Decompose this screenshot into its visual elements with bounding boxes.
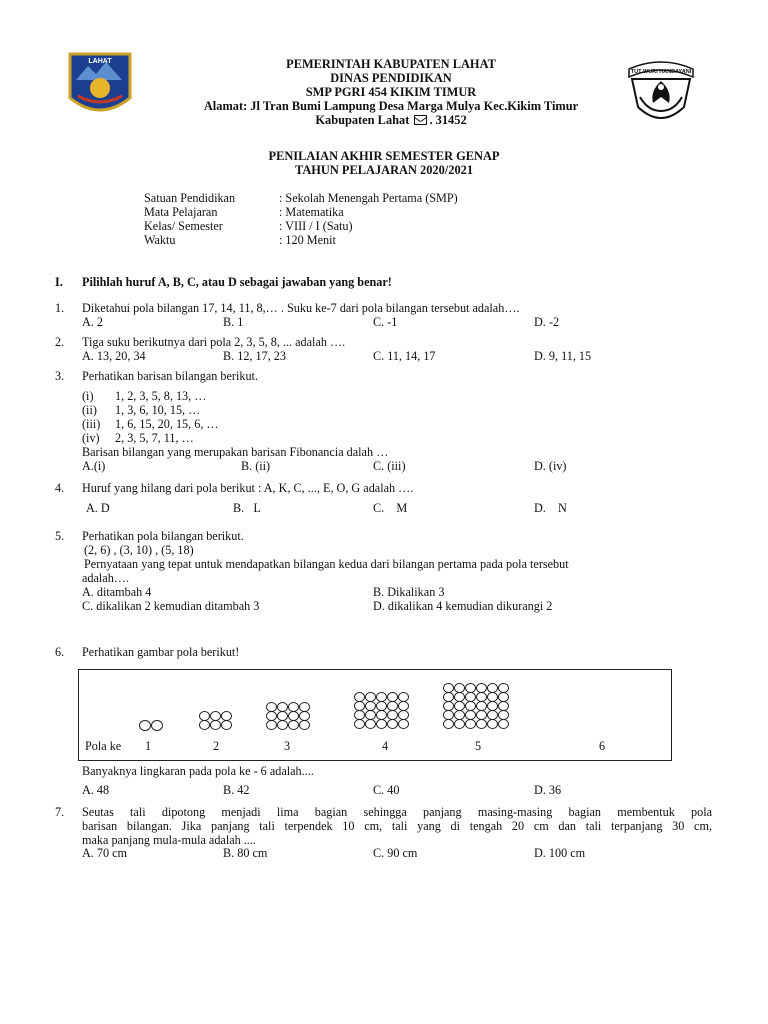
q4-text: Huruf yang hilang dari pola berikut : A, K, C, ..., E, O, G adalah …. <box>82 481 414 495</box>
q1-option-d[interactable]: D. -2 <box>534 315 560 329</box>
pola-label: Pola ke <box>85 739 122 753</box>
q7-option-c[interactable]: C. 90 cm <box>373 846 418 860</box>
pola-number-2: 2 <box>213 739 220 753</box>
q2-number: 2. <box>55 335 65 349</box>
pattern-1-circle <box>139 720 151 731</box>
section-number: I. <box>55 275 63 289</box>
q4-option-d[interactable]: D. N <box>534 501 567 515</box>
pattern-1-circle <box>151 720 163 731</box>
info-label-1: Satuan Pendidikan <box>144 191 236 205</box>
letterhead-line-3: SMP PGRI 454 KIKIM TIMUR <box>305 85 477 99</box>
info-value-3: : VIII / I (Satu) <box>279 219 353 233</box>
q5-number: 5. <box>55 529 65 543</box>
q5-option-b[interactable]: B. Dikalikan 3 <box>373 585 445 599</box>
q2-option-d[interactable]: D. 9, 11, 15 <box>534 349 592 363</box>
circle-pattern-figure <box>78 669 672 761</box>
q6-option-c[interactable]: C. 40 <box>373 783 400 797</box>
tut-wuri-logo-text: TUT WURI HANDAYANI <box>630 69 692 75</box>
q6-option-d[interactable]: D. 36 <box>534 783 562 797</box>
q3-seq-value-3: 1, 6, 15, 20, 15, 6, … <box>115 417 219 431</box>
q4-option-a[interactable]: A. D <box>86 501 110 515</box>
q3-seq-value-2: 1, 3, 6, 10, 15, … <box>115 403 201 417</box>
q4-option-b[interactable]: B. L <box>233 501 261 515</box>
q7-option-d[interactable]: D. 100 cm <box>534 846 586 860</box>
q1-option-b[interactable]: B. 1 <box>223 315 244 329</box>
info-value-1: : Sekolah Menengah Pertama (SMP) <box>279 191 458 205</box>
pattern-4-circle <box>365 719 376 729</box>
q5-text: Perhatikan pola bilangan berikut. <box>82 529 244 543</box>
q5-option-a[interactable]: A. ditambah 4 <box>82 585 152 599</box>
q1-text: Diketahui pola bilangan 17, 14, 11, 8,… . Suku ke-7 dari pola bilangan tersebut adalah…. <box>82 301 520 315</box>
exam-title: PENILAIAN AKHIR SEMESTER GENAP <box>268 149 500 163</box>
exam-year: TAHUN PELAJARAN 2020/2021 <box>294 163 474 177</box>
lahat-logo-text: LAHAT <box>88 58 112 65</box>
info-label-2: Mata Pelajaran <box>144 205 218 219</box>
pattern-2-circle <box>221 720 232 730</box>
pola-number-5: 5 <box>475 739 482 753</box>
letterhead-line-1: PEMERINTAH KABUPATEN LAHAT <box>286 57 496 71</box>
q4-option-c[interactable]: C. M <box>373 501 408 515</box>
pattern-2-circle <box>210 720 221 730</box>
q5-pairs: (2, 6) , (3, 10) , (5, 18) <box>84 543 194 557</box>
q3-number: 3. <box>55 369 65 383</box>
pola-number-4: 4 <box>382 739 389 753</box>
q1-option-a[interactable]: A. 2 <box>82 315 103 329</box>
pattern-2-circle <box>199 720 210 730</box>
pattern-3-circle <box>277 720 288 730</box>
info-value-4: : 120 Menit <box>279 233 336 247</box>
q2-option-b[interactable]: B. 12, 17, 23 <box>223 349 286 363</box>
info-label-4: Waktu <box>144 233 176 247</box>
pola-number-3: 3 <box>284 739 291 753</box>
q6-option-b[interactable]: B. 42 <box>223 783 250 797</box>
q5-statement-line-1: Pernyataan yang tepat untuk mendapatkan bilangan kedua dari bilangan pertama pada pola tersebut <box>84 557 569 571</box>
q3-seq-label-3: (iii) <box>82 417 101 431</box>
q6-option-a[interactable]: A. 48 <box>82 783 110 797</box>
q7-option-a[interactable]: A. 70 cm <box>82 846 128 860</box>
q1-option-c[interactable]: C. -1 <box>373 315 398 329</box>
q3-option-a[interactable]: A.(i) <box>82 459 106 473</box>
letterhead-line-2: DINAS PENDIDIKAN <box>330 71 452 85</box>
letterhead-city <box>0 113 768 127</box>
q7-line-1: Seutas tali dipotong menjadi lima bagian sehingga panjang masing-masing bagian membentuk pola <box>82 805 712 819</box>
q6-question: Banyaknya lingkaran pada pola ke - 6 adalah.... <box>82 764 314 778</box>
q3-option-c[interactable]: C. (iii) <box>373 459 406 473</box>
q2-option-c[interactable]: C. 11, 14, 17 <box>373 349 436 363</box>
pattern-3-circle <box>299 720 310 730</box>
pattern-5-circle <box>487 719 498 729</box>
letterhead-address: Alamat: Jl Tran Bumi Lampung Desa Marga Mulya Kec.Kikim Timur <box>203 99 579 113</box>
q5-option-d[interactable]: D. dikalikan 4 kemudian dikurangi 2 <box>373 599 553 613</box>
letterhead <box>0 57 768 127</box>
q3-seq-value-1: 1, 2, 3, 5, 8, 13, … <box>115 389 207 403</box>
q5-option-c[interactable]: C. dikalikan 2 kemudian ditambah 3 <box>82 599 260 613</box>
pattern-4-circle <box>387 719 398 729</box>
q3-option-d[interactable]: D. (iv) <box>534 459 567 473</box>
city-name: Kabupaten Lahat <box>315 113 410 127</box>
postal-code: . 31452 <box>429 113 467 127</box>
pattern-3-circle <box>288 720 299 730</box>
pattern-4-circle <box>354 719 365 729</box>
q6-number: 6. <box>55 645 65 659</box>
q2-option-a[interactable]: A. 13, 20, 34 <box>82 349 146 363</box>
q2-text: Tiga suku berikutnya dari pola 2, 3, 5, 8, ... adalah …. <box>82 335 346 349</box>
q3-seq-value-4: 2, 3, 5, 7, 11, … <box>115 431 194 445</box>
pattern-5-circle <box>465 719 476 729</box>
q3-seq-label-4: (iv) <box>82 431 100 445</box>
q4-number: 4. <box>55 481 65 495</box>
pattern-4-circle <box>398 719 409 729</box>
pola-number-6: 6 <box>599 739 606 753</box>
q7-option-b[interactable]: B. 80 cm <box>223 846 268 860</box>
pattern-3-circle <box>266 720 277 730</box>
pattern-5-circle <box>498 719 509 729</box>
pola-number-1: 1 <box>145 739 152 753</box>
pattern-4-circle <box>376 719 387 729</box>
q3-text: Perhatikan barisan bilangan berikut. <box>82 369 258 383</box>
section-instruction: Pilihlah huruf A, B, C, atau D sebagai jawaban yang benar! <box>82 275 392 289</box>
q3-option-b[interactable]: B. (ii) <box>241 459 271 473</box>
pattern-5-circle <box>454 719 465 729</box>
q6-text: Perhatikan gambar pola berikut! <box>82 645 240 659</box>
q3-seq-label-2: (ii) <box>82 403 97 417</box>
q7-line-3: maka panjang mula-mula adalah .... <box>82 833 256 847</box>
q7-number: 7. <box>55 805 65 819</box>
envelope-icon <box>414 115 427 125</box>
q3-question: Barisan bilangan yang merupakan barisan Fibonancia dalah … <box>82 445 389 459</box>
pattern-5-circle <box>476 719 487 729</box>
info-value-2: : Matematika <box>279 205 344 219</box>
q5-statement-line-2: adalah…. <box>82 571 130 585</box>
q1-number: 1. <box>55 301 65 315</box>
q3-seq-label-1: (i) <box>82 389 94 403</box>
pattern-5-circle <box>443 719 454 729</box>
q7-line-2: barisan bilangan. Jika panjang tali terpendek 10 cm, tali yang di tengah 20 cm dan tali terpanjang 30 cm, <box>82 819 712 833</box>
info-label-3: Kelas/ Semester <box>144 219 223 233</box>
